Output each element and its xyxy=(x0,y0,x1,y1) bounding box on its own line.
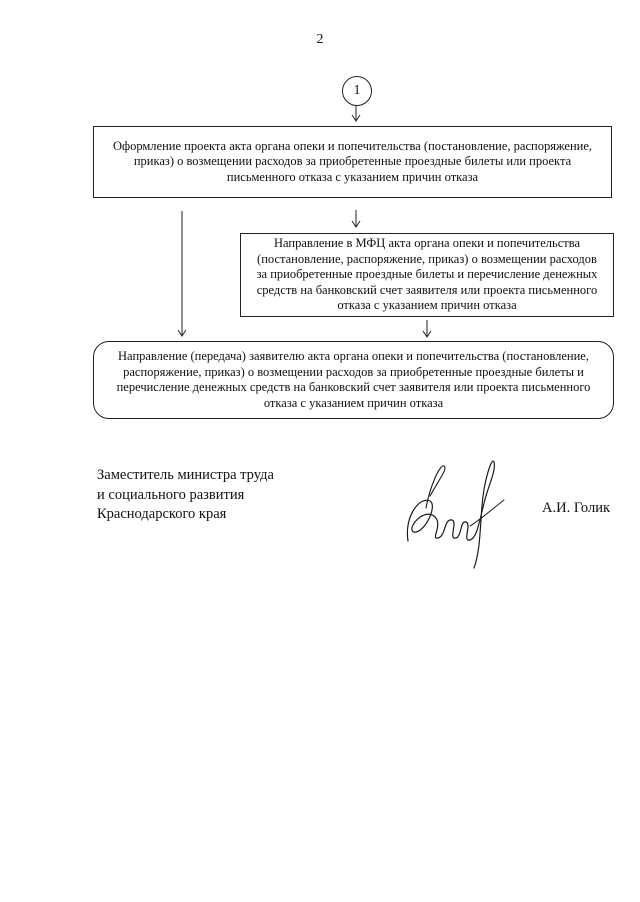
box-line: средств на банковский счет заявителя или проекта письменного xyxy=(256,282,598,297)
signer-title-line: Заместитель министра труда xyxy=(97,467,274,483)
flow-step-deliver-to-applicant xyxy=(93,341,614,419)
signer-name: А.И. Голик xyxy=(542,500,611,516)
box-line: Направление в МФЦ акта органа опеки и попечительства xyxy=(273,236,581,251)
flow-connector-circle: 1 xyxy=(342,76,372,106)
box-line: отказа с указанием причин отказа xyxy=(337,298,517,313)
flow-step-send-to-mfc xyxy=(240,233,614,317)
box-line: (постановление, распоряжение, приказ) о возмещении расходов xyxy=(257,251,597,266)
signer-title-line: и социального развития xyxy=(97,486,245,503)
signer-title-line: Краснодарского края xyxy=(97,506,227,522)
box-line: отказа с указанием причин отказа xyxy=(263,395,444,410)
box-line: приказ) о возмещении расходов за приобретенные проездные билеты или проекта xyxy=(133,154,572,169)
page-number: 2 xyxy=(316,32,324,47)
box-line: Направление (передача) заявителю акта органа опеки и попечительства (постановление, xyxy=(118,349,589,363)
box-line: Оформление проекта акта органа опеки и попечительства (постановление, распоряжение, xyxy=(112,138,593,153)
box-line: за приобретенные проездные билеты и перечисление денежных xyxy=(256,267,598,282)
flow-step-draft-act xyxy=(93,126,612,198)
signer-title xyxy=(97,466,274,525)
box-line: письменного отказа с указанием причин отказа xyxy=(226,169,479,184)
handwritten-signature xyxy=(400,456,510,576)
box-line: перечисление денежных средств на банковский счет заявителя или проекта письменного xyxy=(116,380,591,394)
box-line: распоряжение, приказ) о возмещении расходов за приобретенные проездные билеты и xyxy=(123,364,584,379)
